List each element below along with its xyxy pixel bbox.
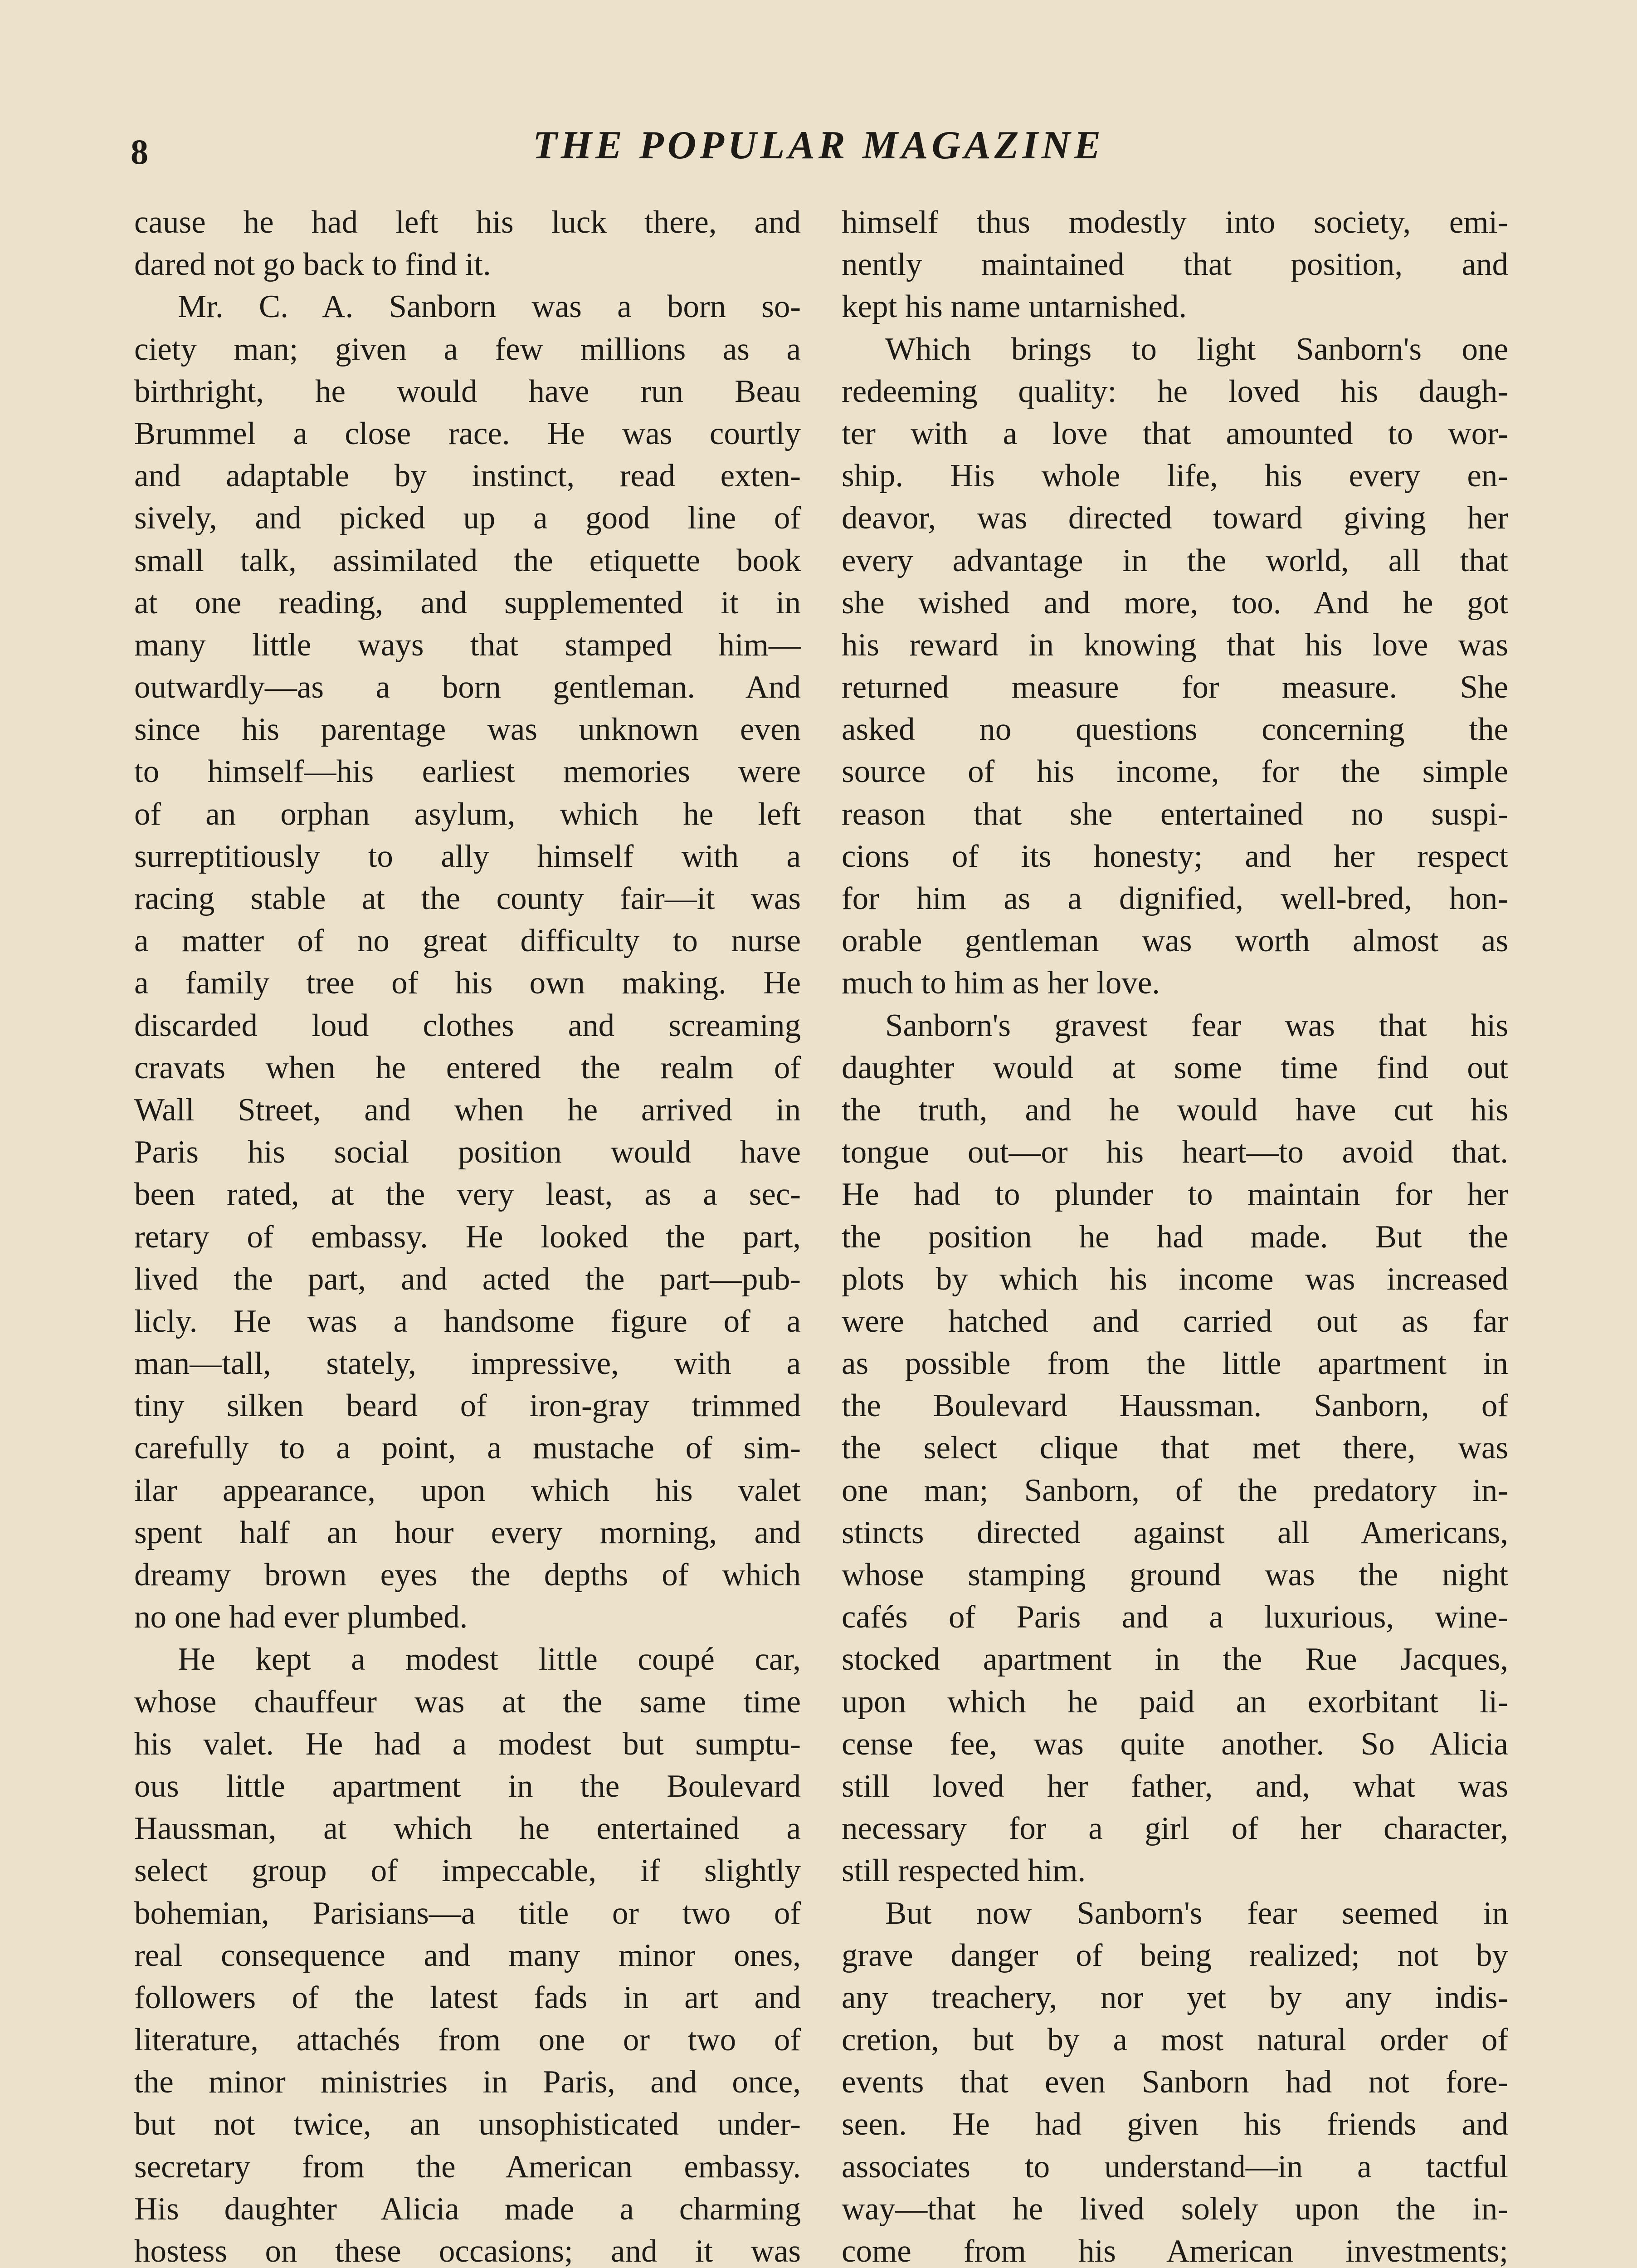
text-line: lived the part, and acted the part—pub- xyxy=(134,1261,801,1297)
text-line: necessary for a girl of her character, xyxy=(842,1811,1508,1847)
text-line: the minor ministries in Paris, and once, xyxy=(134,2064,801,2100)
text-line: ciety man; given a few millions as a xyxy=(134,331,801,367)
page-header xyxy=(0,122,1637,172)
text-line: plots by which his income was increased xyxy=(842,1261,1508,1297)
text-line: tiny silken beard of iron-gray trimmed xyxy=(134,1388,801,1424)
text-line: bohemian, Parisians—a title or two of xyxy=(134,1895,801,1931)
text-line: spent half an hour every morning, and xyxy=(134,1515,801,1550)
text-line: His daughter Alicia made a charming xyxy=(134,2191,801,2227)
text-line: Mr. C. A. Sanborn was a born so- xyxy=(178,289,801,325)
text-line: cause he had left his luck there, and xyxy=(134,205,801,240)
text-line: man—tall, stately, impressive, with a xyxy=(134,1346,801,1382)
text-line: daughter would at some time find out xyxy=(842,1050,1508,1085)
text-line: dreamy brown eyes the depths of which xyxy=(134,1557,801,1593)
text-line: small talk, assimilated the etiquette book xyxy=(134,543,801,578)
text-line: literature, attachés from one or two of xyxy=(134,2022,801,2058)
text-line: his reward in knowing that his love was xyxy=(842,627,1508,663)
text-line: kept his name untarnished. xyxy=(842,289,1187,325)
text-line: one man; Sanborn, of the predatory in- xyxy=(842,1472,1508,1508)
text-line: retary of embassy. He looked the part, xyxy=(134,1219,801,1255)
text-line: Which brings to light Sanborn's one xyxy=(885,331,1508,367)
text-line: every advantage in the world, all that xyxy=(842,543,1508,578)
text-line: returned measure for measure. She xyxy=(842,670,1508,705)
text-line: orable gentleman was worth almost as xyxy=(842,923,1508,959)
text-line: cravats when he entered the realm of xyxy=(134,1050,801,1085)
text-line: cions of its honesty; and her respect xyxy=(842,838,1508,874)
text-line: but not twice, an unsophisticated under- xyxy=(134,2107,801,2142)
text-line: many little ways that stamped him— xyxy=(134,627,801,663)
text-line: source of his income, for the simple xyxy=(842,754,1508,790)
text-line: ilar appearance, upon which his valet xyxy=(134,1472,801,1508)
text-line: asked no questions concerning the xyxy=(842,712,1508,748)
text-line: for him as a dignified, well-bred, hon- xyxy=(842,881,1508,916)
text-line: followers of the latest fads in art and xyxy=(134,1980,801,2015)
text-line: upon which he paid an exorbitant li- xyxy=(842,1684,1508,1720)
text-line: real consequence and many minor ones, xyxy=(134,1937,801,1973)
text-line: ter with a love that amounted to wor- xyxy=(842,415,1508,451)
text-line: Paris his social position would have xyxy=(134,1134,801,1170)
text-line: the position he had made. But the xyxy=(842,1219,1508,1255)
text-line: still loved her father, and, what was xyxy=(842,1768,1508,1804)
text-line: stocked apartment in the Rue Jacques, xyxy=(842,1642,1508,1677)
text-line: licly. He was a handsome figure of a xyxy=(134,1303,801,1339)
text-line: Haussman, at which he entertained a xyxy=(134,1811,801,1847)
text-line: Brummel a close race. He was courtly xyxy=(134,415,801,451)
text-line: cretion, but by a most natural order of xyxy=(842,2022,1508,2058)
text-line: surreptitiously to ally himself with a xyxy=(134,838,801,874)
text-line: sively, and picked up a good line of xyxy=(134,500,801,536)
text-line: way—that he lived solely upon the in- xyxy=(842,2191,1508,2227)
text-line: to himself—his earliest memories were xyxy=(134,754,801,790)
text-line: at one reading, and supplemented it in xyxy=(134,585,801,621)
text-line: whose stamping ground was the night xyxy=(842,1557,1508,1593)
text-column-right xyxy=(842,201,1508,2268)
text-line: ous little apartment in the Boulevard xyxy=(134,1768,801,1804)
text-line: hostess on these occasions; and it was xyxy=(134,2234,801,2268)
text-line: birthright, he would have run Beau xyxy=(134,373,801,409)
page-number: 8 xyxy=(131,132,148,171)
text-line: she wished and more, too. And he got xyxy=(842,585,1508,621)
text-line: ship. His whole life, his every en- xyxy=(842,458,1508,494)
text-line: whose chauffeur was at the same time xyxy=(134,1684,801,1720)
text-line: dared not go back to find it. xyxy=(134,247,491,283)
text-line: select group of impeccable, if slightly xyxy=(134,1853,801,1889)
text-line: the Boulevard Haussman. Sanborn, of xyxy=(842,1388,1508,1424)
text-line: the truth, and he would have cut his xyxy=(842,1092,1508,1128)
text-line: seen. He had given his friends and xyxy=(842,2107,1508,2142)
text-line: nently maintained that position, and xyxy=(842,247,1508,283)
text-line: carefully to a point, a mustache of sim- xyxy=(134,1430,801,1466)
text-line: a family tree of his own making. He xyxy=(134,965,801,1001)
text-line: no one had ever plumbed. xyxy=(134,1599,468,1635)
text-line: been rated, at the very least, as a sec- xyxy=(134,1177,801,1212)
text-line: any treachery, nor yet by any indis- xyxy=(842,1980,1508,2015)
text-line: redeeming quality: he loved his daugh- xyxy=(842,373,1508,409)
text-line: since his parentage was unknown even xyxy=(134,712,801,748)
text-line: He had to plunder to maintain for her xyxy=(842,1177,1508,1212)
text-line: secretary from the American embassy. xyxy=(134,2149,801,2185)
text-line: racing stable at the county fair—it was xyxy=(134,881,801,916)
text-line: still respected him. xyxy=(842,1853,1086,1889)
text-line: Wall Street, and when he arrived in xyxy=(134,1092,801,1128)
text-line: events that even Sanborn had not fore- xyxy=(842,2064,1508,2100)
text-line: stincts directed against all Americans, xyxy=(842,1515,1508,1550)
text-line: He kept a modest little coupé car, xyxy=(178,1642,801,1677)
text-line: the select clique that met there, was xyxy=(842,1430,1508,1466)
magazine-title: THE POPULAR MAGAZINE xyxy=(532,123,1105,167)
text-line: and adaptable by instinct, read exten- xyxy=(134,458,801,494)
text-line: a matter of no great difficulty to nurse xyxy=(134,923,801,959)
text-line: associates to understand—in a tactful xyxy=(842,2149,1508,2185)
text-line: cafés of Paris and a luxurious, wine- xyxy=(842,1599,1508,1635)
text-line: grave danger of being realized; not by xyxy=(842,1937,1508,1973)
text-line: were hatched and carried out as far xyxy=(842,1303,1508,1339)
text-column-left xyxy=(134,201,801,2268)
text-line: come from his American investments; xyxy=(842,2234,1508,2268)
text-line: outwardly—as a born gentleman. And xyxy=(134,670,801,705)
text-line: of an orphan asylum, which he left xyxy=(134,796,801,832)
text-line: discarded loud clothes and screaming xyxy=(134,1007,801,1043)
text-line: himself thus modestly into society, emi- xyxy=(842,205,1508,240)
text-line: But now Sanborn's fear seemed in xyxy=(885,1895,1508,1931)
text-line: reason that she entertained no suspi- xyxy=(842,796,1508,832)
text-line: cense fee, was quite another. So Alicia xyxy=(842,1726,1508,1762)
text-line: tongue out—or his heart—to avoid that. xyxy=(842,1134,1508,1170)
text-line: Sanborn's gravest fear was that his xyxy=(885,1007,1508,1043)
text-line: his valet. He had a modest but sumptu- xyxy=(134,1726,801,1762)
text-line: as possible from the little apartment in xyxy=(842,1346,1508,1382)
text-line: deavor, was directed toward giving her xyxy=(842,500,1508,536)
text-line: much to him as her love. xyxy=(842,965,1160,1001)
